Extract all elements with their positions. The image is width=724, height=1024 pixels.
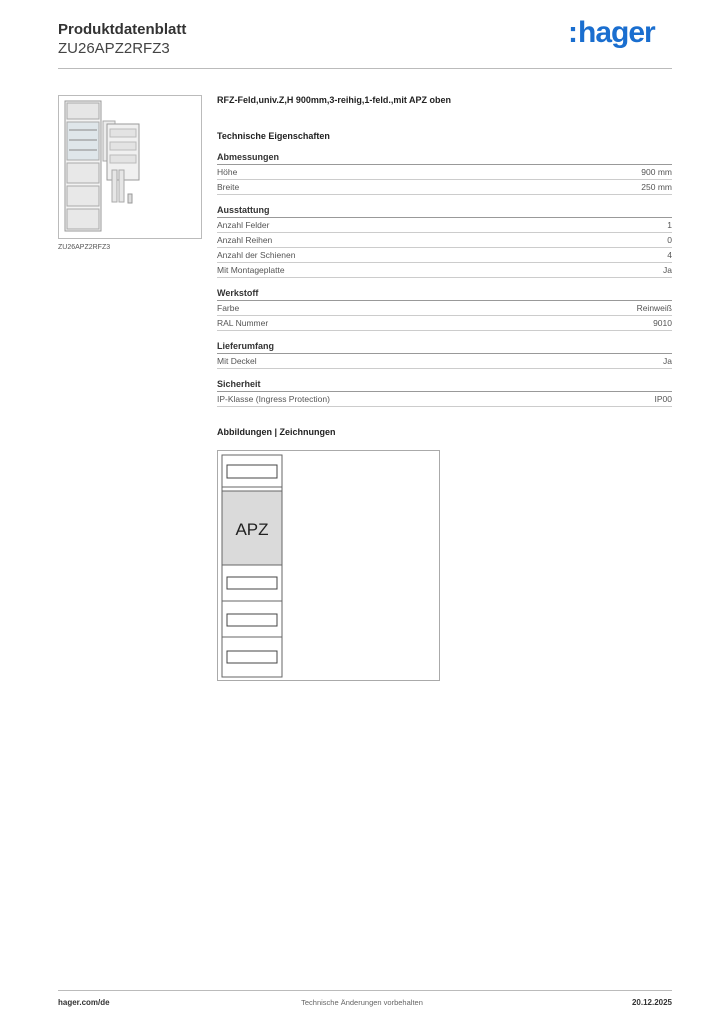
logo-text: hager [578,16,655,49]
spec-row [217,301,672,316]
footer-disclaimer: Technische Änderungen vorbehalten [301,998,423,1007]
spec-row [217,263,672,278]
spec-group-equipment [217,205,672,278]
figures-heading: Abbildungen | Zeichnungen [217,427,336,437]
spec-row [217,180,672,195]
document-title: Produktdatenblatt [58,21,187,38]
spec-row [217,233,672,248]
technical-properties-heading: Technische Eigenschaften [217,131,330,141]
spec-label: Breite [217,182,240,192]
spec-group-title: Abmessungen [217,152,672,165]
spec-group-title: Werkstoff [217,288,672,301]
spec-group-title: Lieferumfang [217,341,672,354]
spec-row [217,354,672,369]
footer-divider [58,990,672,991]
spec-row [217,165,672,180]
spec-value: 1 [667,220,672,230]
spec-group-dimensions [217,152,672,195]
apz-label: APZ [235,520,269,539]
spec-label: Anzahl Reihen [217,235,273,245]
spec-label: Anzahl der Schienen [217,250,296,260]
product-image-caption: ZU26APZ2RFZ3 [58,244,111,251]
spec-group-title: Sicherheit [217,379,672,392]
spec-row [217,218,672,233]
product-details [217,95,672,437]
hager-logo: :hager [568,16,655,49]
footer-date: 20.12.2025 [631,998,672,1007]
spec-label: IP-Klasse (Ingress Protection) [217,394,330,404]
spec-value: 9010 [653,318,672,328]
spec-label: Mit Montageplatte [217,265,285,275]
technical-drawing [217,450,440,681]
product-image [58,95,202,239]
spec-value: Ja [663,356,672,366]
spec-group-title: Ausstattung [217,205,672,218]
spec-label: RAL Nummer [217,318,269,328]
spec-value: IP00 [654,394,672,404]
product-description: RFZ-Feld,univ.Z,H 900mm,3-reihig,1-feld.,mit APZ oben [217,95,452,105]
spec-value: 0 [667,235,672,245]
spec-row [217,248,672,263]
spec-value: 900 mm [641,167,672,177]
product-code: ZU26APZ2RFZ3 [58,40,170,57]
header-divider [58,68,672,69]
spec-group-scope-of-delivery [217,341,672,369]
spec-label: Farbe [217,303,240,313]
spec-row [217,316,672,331]
spec-group-material [217,288,672,331]
spec-row [217,392,672,407]
spec-label: Höhe [217,167,238,177]
spec-value: 250 mm [641,182,672,192]
footer-website: hager.com/de [58,998,110,1007]
spec-value: 4 [667,250,672,260]
spec-value: Ja [663,265,672,275]
spec-value: Reinweiß [636,303,672,313]
spec-label: Mit Deckel [217,356,257,366]
spec-group-safety [217,379,672,407]
spec-label: Anzahl Felder [217,220,270,230]
